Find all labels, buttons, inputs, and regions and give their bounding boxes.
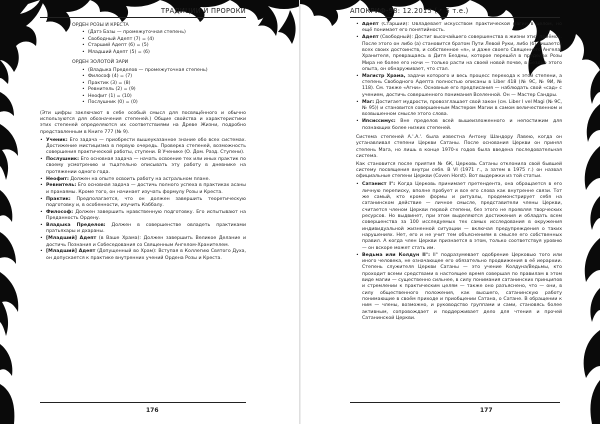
- grade-name: Ревнитель:: [46, 183, 77, 189]
- order-rose-cross: [72, 23, 246, 107]
- grade-text: Должен завершить нравственную подготовку. Его испытывают на Преданность Ордену.: [46, 209, 246, 222]
- list-item: [356, 22, 562, 35]
- left-header-rule: [40, 17, 246, 18]
- grade-text: (Допущенный во Храм): Вступая в Коллегию Святого Духа, он допускается к практике внутренних учений Ордена Розы и Креста.: [46, 249, 246, 261]
- grade-text: Предполагается, что он должен завершить теоретическую подготовку и, в особенности, изучить Каббалу.: [46, 196, 246, 208]
- list-item: [356, 182, 562, 252]
- intro-paragraph: (Эти цифры заключают в себе особый смысл для посвящённого и обычно используются для обозначения степеней.) Общие свойства и характеристики этих степеней определяются их соответствиями на Древе Жизни, подробно представленным в Книге 777 (№ 9).: [40, 110, 246, 135]
- grade-name: Ипсиссимус:: [362, 119, 396, 125]
- grade-text: Достигает мудрости, провозглашает свой закон (см. Liber I vel Magi (№ 9С, № 95)) и становится совершенным Мастером Магии в самом величественном и возвышенном смысле этого слова.: [362, 99, 562, 118]
- right-page: [300, 0, 600, 424]
- left-page-number: 176: [146, 407, 159, 414]
- list-item: • (Владыка Пределов — промежуточная степень): [82, 68, 246, 75]
- golden-dawn-grade-list: [82, 68, 246, 107]
- list-item: [40, 223, 246, 236]
- list-item: [40, 236, 246, 249]
- list-item: [40, 210, 246, 223]
- body-paragraph: Как становится после приятия № 6К, Церковь Сатаны отклонила свой бывшей систему посвящения внутри себя. В VI (1971 г., а затем в 1975 г.) он назвал официальные степени Церкви (Coven Horst). Вот выдержки из той статьи.: [356, 161, 562, 180]
- right-page-body: [356, 22, 562, 392]
- list-item: • (Датэ Базы — промежуточная степень): [82, 30, 246, 37]
- right-page-number: 177: [480, 407, 493, 414]
- body-paragraph: Система степеней А.'.А.'. была известна Антону Шандору Лавею, когда он устанавливал степени Церкви Сатаны. После основания Церкви он принял степень Мага, но лишь в конце 1970-х годов была введена последовательная система.: [356, 134, 562, 159]
- grade-text: (Старший): Овладевает искусством практической магии в целом, но ещё понимает его понятийность.: [362, 22, 562, 34]
- list-item: [40, 249, 246, 262]
- grade-name: Адепт: [362, 22, 379, 27]
- grade-name: Неофит:: [46, 176, 69, 182]
- grade-text: Вне пределов всей вышеизложенного и непостижим для познающих более низких степеней.: [362, 119, 562, 131]
- grade-name: Адепт: [362, 35, 379, 41]
- grade-name: Практик:: [46, 196, 71, 202]
- grade-name: Владыка Пределов:: [46, 223, 106, 229]
- grade-text: Когда Церковь принимает претендента, она обращается в его личную переписку, вполне пробует и все его слова как внутренне связи. Тот же самый, кто кроме формы и ритуалы, продемонстрирует себя на сатанинском действие — личное смысле, представители члены Церкви, считается членом Церкви первой степени, без этого не проявляя творческих ресурсов. Но выдвинет, при этом выделяются достижения и обладать всем совершенства за 100 исследуемых тех самых исследования в окружения индивидуальной жизненной ситуации — включая предупреждения о таких нарушениях. Нет, его и не учит тем объяснениям в смысле его собственных правил. А когда член Церкви признается в этом, только соответствуя уровню — он вскоре может стать им.: [362, 182, 562, 251]
- list-item: • Ревнитель (2) = (9): [82, 87, 246, 94]
- list-item: [356, 100, 562, 119]
- grade-name: Магистр Храма,: [362, 73, 406, 79]
- right-running-head: АПОКРИФ-98: 12.2015 (✓ 5 т.е.): [350, 7, 469, 15]
- list-item: • Практик (3) = (8): [82, 81, 246, 88]
- list-item: [40, 183, 246, 196]
- list-item: [356, 74, 562, 99]
- grade-text: Должен на опыте освоить работу на астральном плане.: [70, 176, 210, 182]
- list-item: [356, 35, 562, 73]
- grade-name: Послушник:: [46, 157, 79, 163]
- rose-cross-grade-list: [82, 30, 246, 56]
- grade-name: Маг:: [362, 99, 375, 105]
- right-header-rule: [350, 17, 560, 18]
- grade-text: Должен в совершенстве овладеть практиками пратьяхары и дхараны.: [46, 223, 246, 235]
- grade-text: II° подразумевает одобрение Церковью того или иного человека, не означающее его обязательно продвижения в её иерархии. Степень служителя Церкви Сатаны — это учение Колдуна/Ведьмы, кто проходит всеми средствами в настоящее время совершая по правилам в этом виде магии — существенно сильнее, в силу понимания сатанинских принципов и стремлении к практическим целям — также оно разъяснено, что — они, в силу общественного положения, как высшего, сатанинскую работу понимающие в своём приходе и приобщении Сатана, о Сатане. В обращении к ним — члены, возможно, и руководство группами и сами, становясь более активным, сопровождает и поддерживает дело для чтения и прочей Сатанинской Церкви.: [362, 252, 562, 321]
- order-golden-dawn-heading: ОРДЕН ЗОЛОТОЙ ЗАРИ: [72, 60, 129, 66]
- list-item: [40, 138, 246, 157]
- left-page-body: [40, 22, 246, 392]
- list-item: [356, 253, 562, 323]
- list-item: • Неофит (1) = (10): [82, 94, 246, 101]
- grade-text: Его задача — приобрести вышеуказанное знание обо всех системах. Достижение мистицизма в первую очередь. Проверка степеней, возможность совершения практической работы, ступени. В Ученике (О. Дом. Разд. Ступени).: [46, 137, 246, 156]
- grade-name: Ученик:: [46, 137, 68, 143]
- left-grade-descriptions: [40, 138, 246, 263]
- grade-name: Ведьма или Колдун II°:: [362, 252, 430, 258]
- list-item: [356, 119, 562, 132]
- grade-name: Сатанист I°:: [362, 182, 396, 188]
- left-running-head: ТРАДИЦИИ И ПРОРОКИ: [160, 7, 246, 15]
- grade-text: задачи которого и весь процесс перехода к этой степени, а степень Свободного Адепта полностью описаны в Liber 418 (№ 9С, № 9И, № 118). См. также «Агни». Основные его предписания — наблюдать свой «сад» с учением, достичь совершенного понимания Вселенной. Он — Мастер Сандры.: [362, 73, 562, 98]
- list-item: • Старший Адепт (6) = (5): [82, 43, 246, 50]
- list-item: • Свободный Адепт (7) = (4): [82, 37, 246, 44]
- grade-text: Его основная задача — достичь полного успеха в практиках асаны и пранаямы. Кроме того, он начинает изучать формулу Розы и Креста.: [46, 183, 246, 195]
- grade-text: (в Ваше Храма): Должен завершить Великое Делание и достичь Познания и Собеседования со Священным Ангелом-Хранителем.: [46, 236, 246, 248]
- right-grade-descriptions: [356, 22, 562, 132]
- grade-name: Философ:: [46, 209, 74, 215]
- church-grade-descriptions: [356, 182, 562, 322]
- grade-name: [Младший] Адепт: [46, 249, 96, 255]
- list-item: • Младший Адепт (5) = (6): [82, 50, 246, 57]
- list-item: • Философ (4) = (7): [82, 74, 246, 81]
- list-item: • Послушник (0) = (0): [82, 100, 246, 107]
- grade-text: (Свободный): Достиг высочайшего совершенства в жизни этих приёмов. После этого он либо (а) становится братом Пути Левой Руки, либо (б) лишается всех своих достоинств, и собственное «я», и даже своего Священного Ангела-Хранителя, превращаясь в Дитя Бездны, которое перешёл в пределах Розы Мира не более его ночи — только расти на своей новой почве, в Бездне этого опыта, он обнаруживает, что стал.: [362, 35, 562, 72]
- list-item: [40, 157, 246, 176]
- grade-name: [Младший] Адепт: [46, 236, 97, 242]
- order-rose-cross-heading: ОРДЕН РОЗЫ И КРЕСТА: [72, 23, 129, 28]
- right-footer-rule: [350, 402, 560, 403]
- grade-text: Его основная задача — начать освоение тех или иных практик по своему усмотрению и тщательно описывать эту работу в дневнике на протяжении одного года.: [46, 157, 246, 175]
- left-footer-rule: [40, 402, 246, 403]
- list-item: [40, 197, 246, 210]
